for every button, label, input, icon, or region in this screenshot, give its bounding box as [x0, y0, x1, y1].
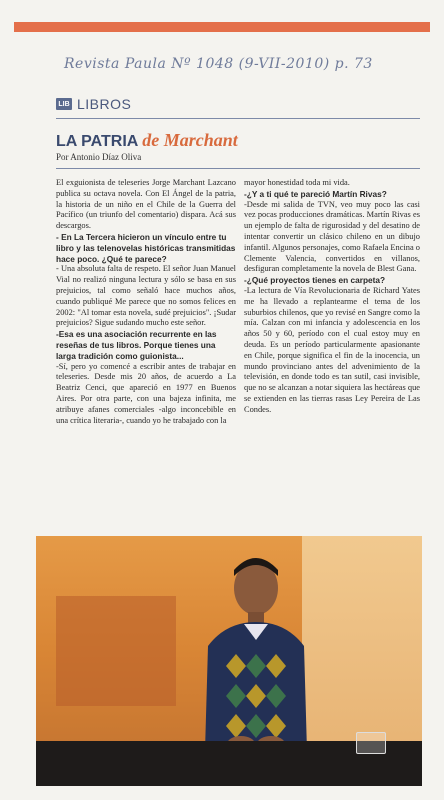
article-headline [56, 130, 238, 150]
headline-main: LA PATRIA [56, 133, 143, 150]
left-column [56, 178, 236, 426]
question: -¿Y a ti qué te pareció Martín Rivas? [244, 188, 387, 199]
question: - En La Tercera hicieron un vínculo entre tu libro y las telenovelas históricas transmitidas hace poco. ¿Qué te parece? [56, 231, 236, 264]
headline-divider [56, 168, 420, 169]
question: -¿Qué proyectos tienes en carpeta? [244, 275, 386, 286]
right-column [244, 178, 420, 416]
byline: Por Antonio Díaz Oliva [56, 152, 142, 162]
section-label [56, 96, 131, 112]
answer-paragraph: -Sí, pero yo comencé a escribir antes de trabajar en teleseries. Desde mis 20 años, de acuerdo a La Beatriz Cenci, que apareció en 1977 en Buenos Aires. Por otra parte, con una bajeza infinita, me atribuye afanes comerciales -algo inconcebible en una crítica literaria-, cuando yo he trabajado con la [56, 361, 236, 425]
photo-background-shelf [56, 596, 176, 706]
answer-paragraph: -La lectura de Vía Revolucionaria de Richard Yates me ha llevado a replantearme el tema de los suburbios chilenos, que yo revisé en Sangre como la mía. Calzan con mi infancia y adolescencia en los años 50 y 60, período con el cual estoy muy en deuda. Es un período particularmente apasionante en Chile, porque significa el fin de la inocencia, un mundo provinciano antes del advenimiento de la televisión, en donde todo es tan sutil, casi invisible, que no se alcanzan a notar siquiera las hectáreas que se extienden en las tierras rasas Ley Pereira de Las Condes. [244, 285, 420, 414]
headline-accent: de Marchant [142, 130, 238, 150]
handwritten-annotation: Revista Paula Nº 1048 (9-VII-2010) p. 73 [64, 56, 373, 72]
answer-paragraph: -Desde mi salida de TVN, veo muy poco las casi vez pocas producciones dramáticas. Martín Rivas es un ejemplo de falta de rigurosidad y del desatino de intentar convertir un clásico chileno en un dibujo infantil. Algunos personajes, como Rafaela Encina o Clemente Valencia, convertidos en villanos, desfiguran completamente la novela de Blest Gana. [244, 199, 420, 274]
intro-paragraph: El exguionista de teleseries Jorge Marchant Lazcano publica su octava novela. Con El Ángel de la patria, la historia de un niño en el Chile de la Guerra del Pacífico (un triunfo del comentario) dispara. Acá sus descargos. [56, 178, 236, 231]
question: -Esa es una asociación recurrente en las reseñas de tus libros. Porque tienes una larga tradición como guionista... [56, 329, 217, 361]
answer-paragraph: - Una absoluta falta de respeto. El señor Juan Manuel Vial no realizó ninguna lectura y sólo se basa en sus prejuicios, tal como señaló hace muchos años, cuando publiqué Me parece que no somos felices en 2002: "Al tomar esta novela, sudé prejuicios". ¡Sudar prejuicios? Sigue sudando mucho este señor. [56, 264, 236, 328]
section-divider [56, 118, 420, 119]
book-icon: LIB [56, 98, 72, 110]
answer-paragraph: mayor honestidad toda mi vida. [244, 178, 350, 187]
author-photo [36, 536, 422, 786]
section-title: LIBROS [77, 96, 132, 112]
top-color-bar [14, 22, 430, 32]
photo-glass [356, 732, 386, 754]
